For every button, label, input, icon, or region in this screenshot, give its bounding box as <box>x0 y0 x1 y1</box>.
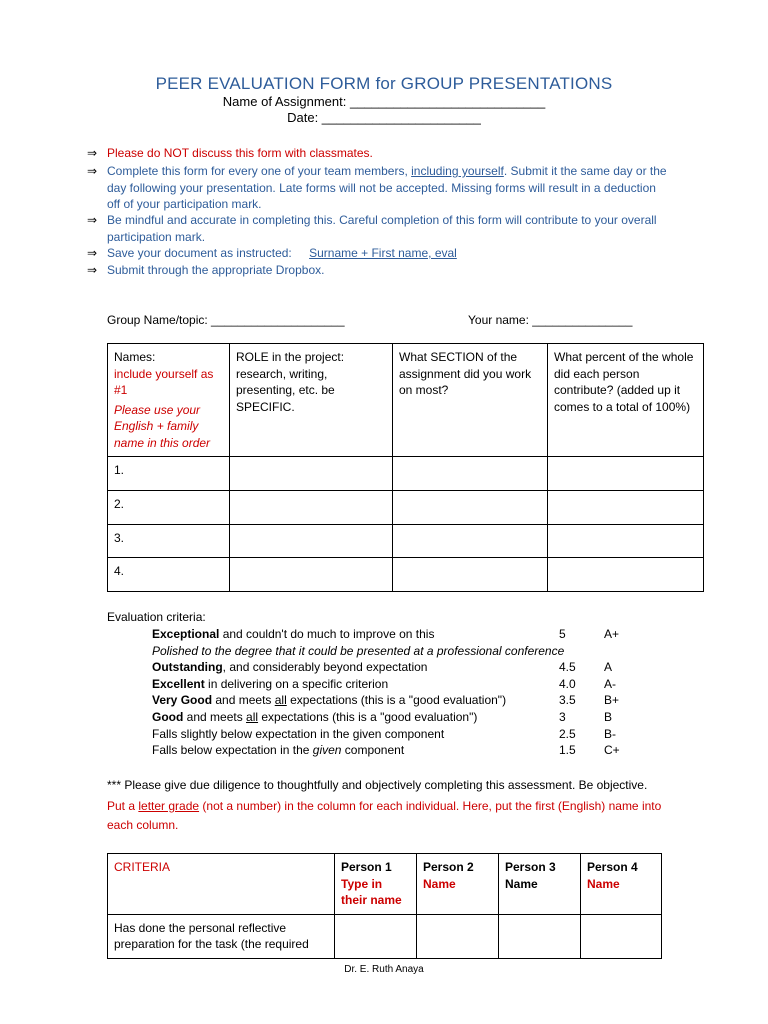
diligence-note: *** Please give due diligence to thoughtfully and objectively completing this assessment. Be objective. <box>107 778 648 792</box>
role-header: ROLE in the project: research, writing, presenting, etc. be SPECIFIC. <box>230 344 393 457</box>
person-sub-label: Name <box>423 876 456 891</box>
criterion-text: expectations (this is a "good evaluation") <box>258 710 478 724</box>
grade-cell[interactable] <box>499 914 581 958</box>
criterion-score: 4.5 <box>559 660 576 675</box>
person-sub-label: Name <box>505 876 538 891</box>
grading-row <box>108 914 662 958</box>
role-cell[interactable] <box>230 457 393 491</box>
role-cell[interactable] <box>230 525 393 558</box>
percent-cell[interactable] <box>548 491 704 525</box>
instruction-text-b: . Submit it the same day or the day following your presentation. Late forms will not be accepted. Missing forms will result in a deduction off of your participation mark. <box>107 164 667 211</box>
grading-header-row <box>108 854 662 915</box>
instruction-1 <box>87 145 667 162</box>
criterion-score: 1.5 <box>559 743 576 758</box>
criterion-label: Outstanding <box>152 660 223 675</box>
letter-grade-emphasis: letter grade <box>138 799 200 813</box>
instruction-5 <box>87 262 667 279</box>
instruction-text: Submit through the appropriate Dropbox. <box>107 263 325 277</box>
criterion-grade: B <box>604 710 613 724</box>
note-text: Put a <box>107 799 139 813</box>
your-name-field[interactable]: Your name: _______________ <box>468 313 633 327</box>
percent-cell[interactable] <box>548 558 704 592</box>
include-yourself-note: include yourself as #1 <box>114 366 214 397</box>
role-cell[interactable] <box>230 491 393 525</box>
person-label: Person 4 <box>587 860 638 874</box>
criterion-exceptional <box>152 626 632 643</box>
criteria-heading: Evaluation criteria: <box>107 610 206 624</box>
role-table <box>107 343 704 592</box>
person-3-header <box>499 854 581 915</box>
group-name-field[interactable]: Group Name/topic: ____________________ <box>107 313 345 327</box>
section-cell[interactable] <box>393 491 548 525</box>
instruction-text: Please do NOT discuss this form with classmates. <box>107 146 373 160</box>
criterion-grade: B+ <box>604 693 620 708</box>
criterion-text: and couldn't do much to improve on this <box>219 627 435 641</box>
criterion-label: Excellent <box>152 676 205 691</box>
percent-cell[interactable] <box>548 525 704 558</box>
row-number: 1. <box>108 457 230 491</box>
criterion-grade: A- <box>604 676 616 691</box>
criterion-grade: C+ <box>604 743 620 758</box>
including-yourself-emphasis: including yourself <box>411 164 504 178</box>
instruction-text: Save your document as instructed: <box>107 246 292 260</box>
arrow-icon: ⇒ <box>87 146 98 160</box>
criterion-score: 3.5 <box>559 693 576 708</box>
criterion-grade: A <box>604 660 613 675</box>
criterion-text: and meets <box>212 693 275 708</box>
name-order-note: Please use your English + family name in this order <box>114 402 211 450</box>
criterion-label: Good <box>152 710 184 724</box>
criterion-excellent <box>152 676 632 693</box>
table-row <box>108 491 704 525</box>
instruction-2 <box>87 163 667 213</box>
instruction-3 <box>87 212 667 245</box>
names-label: Names: <box>114 350 156 364</box>
section-cell[interactable] <box>393 457 548 491</box>
letter-grade-note <box>107 797 687 835</box>
section-cell[interactable] <box>393 558 548 592</box>
criterion-outstanding <box>152 659 632 676</box>
criterion-emphasis: all <box>274 693 287 708</box>
criterion-text: component <box>341 743 405 758</box>
criterion-emphasis: all <box>246 710 259 724</box>
grade-cell[interactable] <box>335 914 417 958</box>
criterion-text: in delivering on a specific criterion <box>204 676 389 691</box>
arrow-icon: ⇒ <box>87 213 98 227</box>
grading-table <box>107 853 662 959</box>
row-number: 3. <box>108 525 230 558</box>
person-label: Person 3 <box>505 860 556 874</box>
table-row <box>108 525 704 558</box>
person-sub-label: Type in their name <box>341 876 402 907</box>
criterion-score: 3 <box>559 710 566 724</box>
form-title: PEER EVALUATION FORM for GROUP PRESENTATIONS <box>155 74 613 93</box>
arrow-icon: ⇒ <box>87 164 98 178</box>
names-header <box>108 344 230 457</box>
person-2-header <box>417 854 499 915</box>
arrow-icon: ⇒ <box>87 246 98 260</box>
table-row <box>108 457 704 491</box>
person-1-header <box>335 854 417 915</box>
person-label: Person 2 <box>423 860 474 874</box>
criterion-good <box>152 709 632 726</box>
arrow-icon: ⇒ <box>87 263 98 277</box>
criterion-text: Falls slightly below expectation in the given component <box>152 726 445 741</box>
footer-author: Dr. E. Ruth Anaya <box>344 964 424 975</box>
grade-cell[interactable] <box>581 914 662 958</box>
table-row <box>108 558 704 592</box>
criterion-score: 5 <box>559 627 566 641</box>
section-header: What SECTION of the assignment did you work on most? <box>393 344 548 457</box>
criterion-text: , and considerably beyond expectation <box>222 660 428 675</box>
table-header-row <box>108 344 704 457</box>
instruction-text: Be mindful and accurate in completing this. Careful completion of this form will contribute to your overall participation mark. <box>107 213 657 244</box>
assignment-name-line: Name of Assignment: ___________________________ <box>222 94 546 109</box>
criterion-grade: A+ <box>604 627 620 641</box>
criterion-note: Polished to the degree that it could be presented at a professional conference <box>152 643 565 658</box>
note-text: (not a number) in the column for each individual. Here, put the first (English) name into each column. <box>107 799 662 832</box>
criterion-score: 4.0 <box>559 676 576 691</box>
section-cell[interactable] <box>393 525 548 558</box>
filename-format-link[interactable]: Surname + First name, eval <box>309 246 457 260</box>
role-cell[interactable] <box>230 558 393 592</box>
criterion-cell: Has done the personal reflective preparation for the task (the required <box>108 914 335 958</box>
criterion-below <box>152 742 632 759</box>
person-sub-label: Name <box>587 876 620 891</box>
row-number: 4. <box>108 558 230 592</box>
person-label: Person 1 <box>341 860 392 874</box>
criterion-score: 2.5 <box>559 726 576 741</box>
date-line: Date: ______________________ <box>287 110 481 125</box>
criterion-label: Exceptional <box>152 627 220 641</box>
person-4-header <box>581 854 662 915</box>
percent-header: What percent of the whole did each person contribute? (added up it comes to a total of 100%) <box>548 344 704 457</box>
criterion-label: Very Good <box>152 693 213 708</box>
criterion-text: expectations (this is a "good evaluation") <box>286 693 507 708</box>
criterion-slightly-below <box>152 726 632 743</box>
criterion-grade: B- <box>604 726 616 741</box>
percent-cell[interactable] <box>548 457 704 491</box>
criterion-text: Falls below expectation in the <box>152 743 313 758</box>
criteria-header: CRITERIA <box>108 854 335 915</box>
criterion-very-good <box>152 692 632 709</box>
criterion-emphasis: given <box>312 743 342 758</box>
instruction-4 <box>87 245 667 262</box>
instruction-text-a: Complete this form for every one of your team members, <box>107 164 412 178</box>
criterion-text: and meets <box>183 710 247 724</box>
row-number: 2. <box>108 491 230 525</box>
grade-cell[interactable] <box>417 914 499 958</box>
